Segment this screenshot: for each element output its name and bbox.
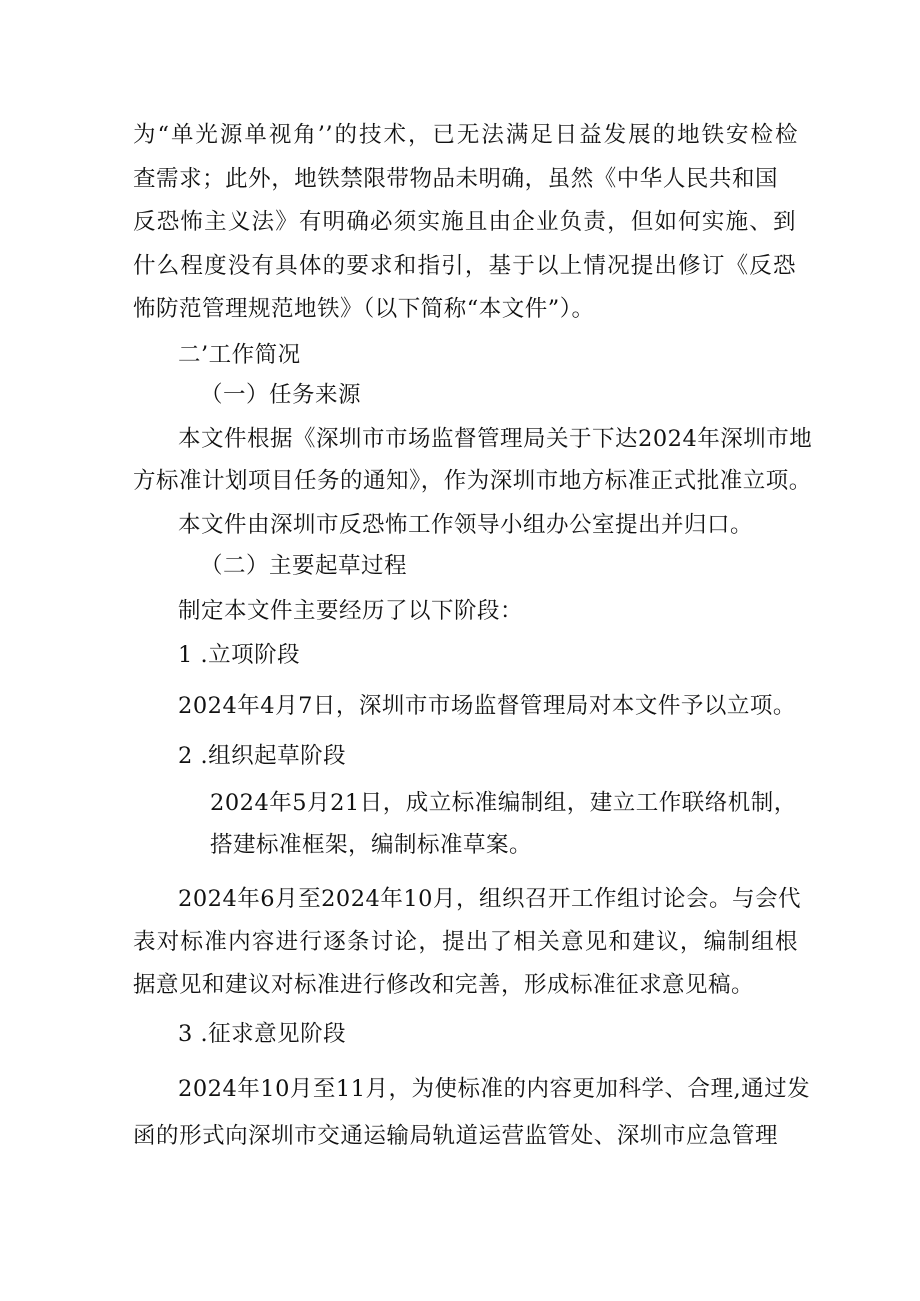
subsection-heading: （一）任务来源: [200, 382, 362, 408]
body-text-line: 方标准计划项目任务的通知》，作为深圳市地方标准正式批准立项。: [133, 468, 812, 494]
body-text-line: 表对标准内容进行逐条讨论，提出了相关意见和建议，编制组根: [133, 929, 798, 955]
body-text-line: 制定本文件主要经历了以下阶段：: [178, 598, 524, 624]
section-heading: 二’工作简况: [178, 342, 301, 368]
body-text-line: 函的形式向深圳市交通运输局轨道运营监管处、深圳市应急管理: [133, 1123, 778, 1149]
step-heading: 1 .立项阶段: [178, 642, 301, 668]
subsection-heading: （二）主要起草过程: [200, 553, 408, 579]
body-text-line: 为“单光源单视角’’的技术，已无法满足日益发展的地铁安检检: [133, 122, 798, 148]
step-heading: 3 .征求意见阶段: [178, 1021, 347, 1047]
body-text-line: 2024年6月至2024年10月，组织召开工作组讨论会。与会代: [178, 886, 801, 912]
body-text-line: 2024年4月7日，深圳市市场监督管理局对本文件予以立项。: [178, 693, 796, 719]
body-text-line: 2024年5月21日，成立标准编制组，建立工作联络机制，: [210, 790, 797, 816]
body-text-line: 什么程度没有具体的要求和指引，基于以上情况提出修订《反恐: [133, 253, 796, 279]
body-text-line: 本文件由深圳市反恐怖工作领导小组办公室提出并归口。: [178, 512, 754, 538]
body-text-line: 2024年10月至11月，为使标准的内容更加科学、合理,通过发: [178, 1076, 811, 1102]
body-text-line: 查需求；此外，地铁禁限带物品未明确，虽然《中华人民共和国: [133, 166, 778, 192]
body-text-line: 怖防范管理规范地铁》（以下简称“本文件”）。: [133, 296, 595, 322]
body-text-line: 搭建标准框架，编制标准草案。: [210, 832, 533, 858]
step-heading: 2 .组织起草阶段: [178, 743, 347, 769]
body-text-line: 反恐怖主义法》有明确必须实施且由企业负责，但如何实施、到: [133, 209, 796, 235]
body-text-line: 据意见和建议对标准进行修改和完善，形成标准征求意见稿。: [133, 972, 755, 998]
body-text-line: 本文件根据《深圳市市场监督管理局关于下达2024年深圳市地: [178, 426, 813, 452]
